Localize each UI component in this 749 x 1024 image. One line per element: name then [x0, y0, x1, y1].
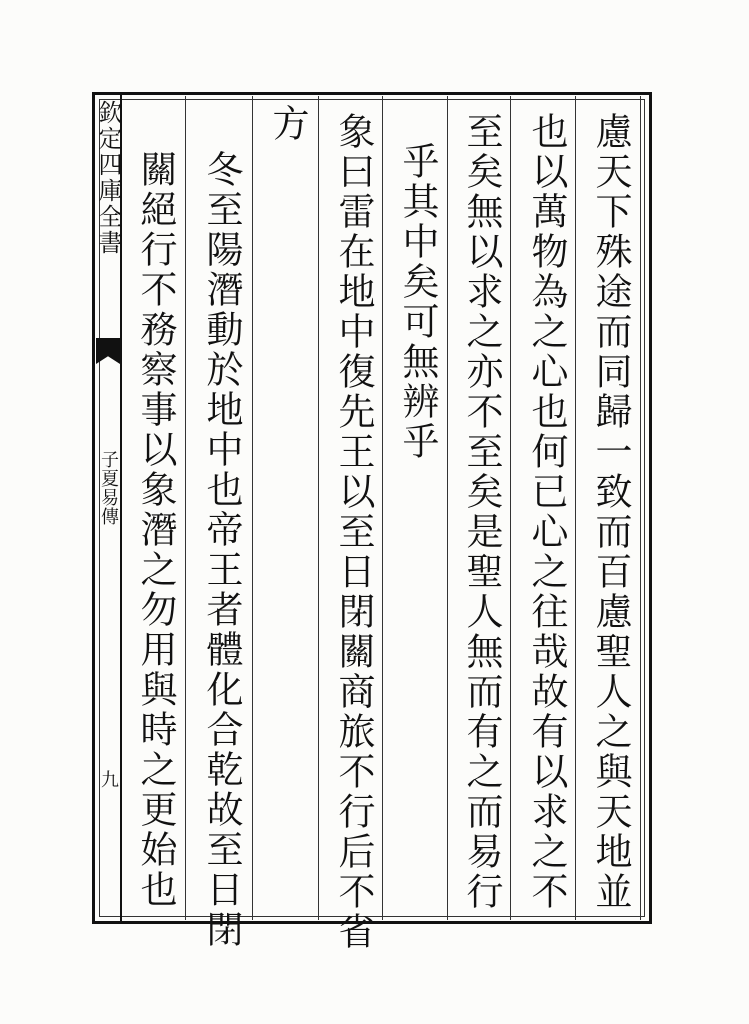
text-column-3: 至矣無以求之亦不至矣是聖人無而有之而易行	[460, 112, 503, 912]
text-column-8: 關絕行不務察事以象潛之勿用與時之更始也	[134, 150, 177, 910]
column-rule	[185, 96, 186, 920]
text-column-4: 乎其中矣可無辨乎	[396, 142, 439, 462]
text-column-1: 慮天下殊途而同歸一致而百慮聖人之與天地並	[589, 112, 632, 912]
margin-collection-title: 欽定四庫全書	[94, 100, 122, 256]
column-rule	[575, 96, 576, 920]
text-column-5: 象曰雷在地中復先王以至日閉關商旅不行后不省	[332, 112, 375, 952]
column-rule	[640, 96, 641, 920]
column-rule	[447, 96, 448, 920]
column-rule	[318, 96, 319, 920]
column-rule	[382, 96, 383, 920]
text-column-6: 方	[266, 104, 309, 144]
column-rule	[252, 96, 253, 920]
margin-book-title: 子夏易傳	[98, 450, 119, 526]
margin-page-number: 九	[98, 770, 119, 788]
text-column-7: 冬至陽潛動於地中也帝王者體化合乾故至日閉	[200, 150, 243, 950]
text-column-2: 也以萬物為之心也何已心之往哉故有以求之不	[525, 112, 568, 912]
column-rule	[510, 96, 511, 920]
